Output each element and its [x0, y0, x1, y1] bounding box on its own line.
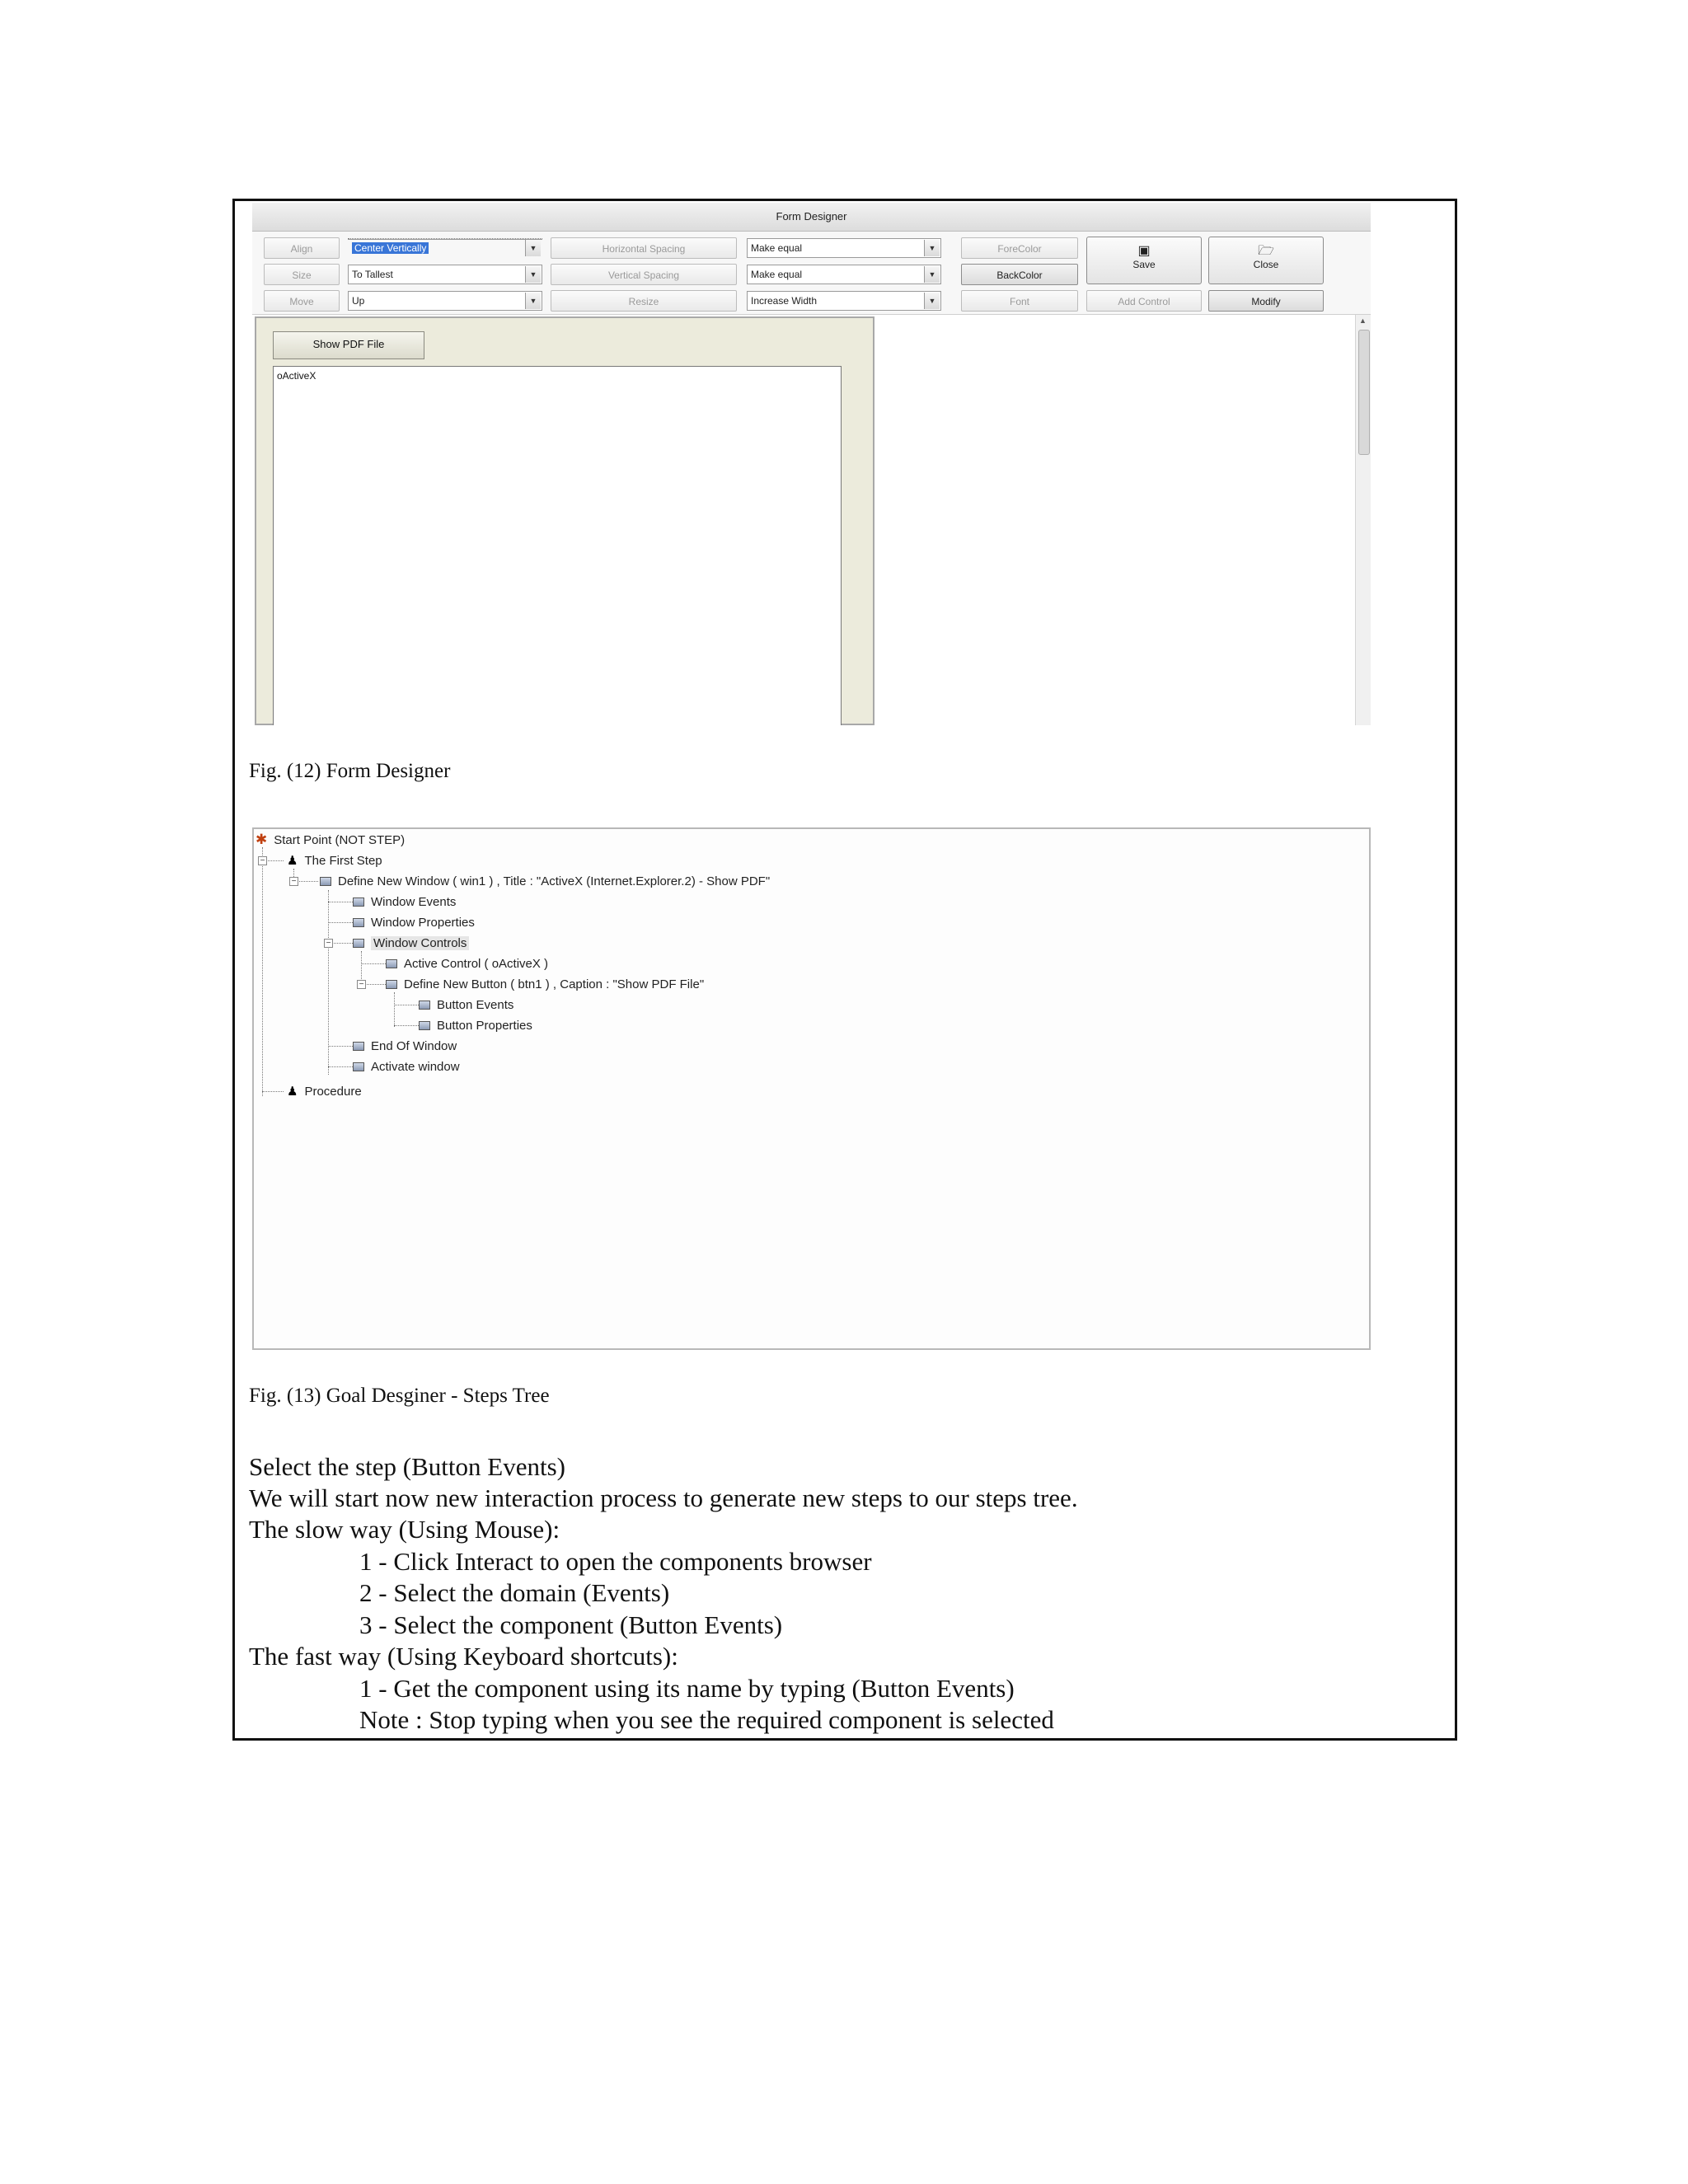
floppy-disk-icon: ▣: [1137, 244, 1151, 258]
collapse-toggle[interactable]: −: [289, 877, 298, 886]
move-select-value: Up: [352, 295, 365, 307]
start-point-icon: ✱: [256, 832, 268, 847]
tree-node-procedure[interactable]: [287, 1082, 362, 1100]
scroll-up-icon[interactable]: ▲: [1359, 316, 1367, 325]
tree-node-label: Active Control ( oActiveX ): [404, 956, 549, 971]
tree-node-label: Window Events: [371, 894, 457, 909]
window-node-icon: [353, 1062, 364, 1071]
close-button-label: Close: [1253, 259, 1279, 270]
body-line: 3 - Select the component (Button Events): [359, 1610, 783, 1639]
tree-connector: [262, 1091, 284, 1092]
body-line: 1 - Get the component using its name by typing (Button Events): [359, 1674, 1015, 1703]
horizontal-spacing-button[interactable]: Horizontal Spacing: [551, 237, 737, 259]
form-preview-panel: [255, 316, 874, 725]
size-select[interactable]: [348, 265, 542, 284]
collapse-toggle[interactable]: −: [357, 980, 366, 989]
tree-node-activate-window[interactable]: [353, 1057, 460, 1076]
window-node-icon: [353, 939, 364, 948]
figure-12-caption: Fig. (12) Form Designer: [249, 760, 451, 782]
tree-node-label: End Of Window: [371, 1038, 457, 1053]
tree-node-window-events[interactable]: [353, 893, 456, 911]
save-button-label: Save: [1132, 259, 1156, 270]
body-line: The slow way (Using Mouse):: [249, 1515, 560, 1544]
hspacing-select-value: Make equal: [751, 242, 803, 254]
close-button[interactable]: [1208, 237, 1324, 284]
tree-connector: [262, 847, 263, 1096]
form-designer-canvas: [252, 315, 1371, 725]
figure-13-caption: Fig. (13) Goal Desginer - Steps Tree: [249, 1385, 550, 1407]
chevron-down-icon[interactable]: ▼: [924, 293, 940, 309]
tree-node-button-events[interactable]: [419, 996, 513, 1014]
window-node-icon: [353, 898, 364, 907]
align-button[interactable]: Align: [264, 237, 340, 259]
tree-node-define-window[interactable]: [320, 872, 770, 890]
collapse-toggle[interactable]: −: [324, 939, 333, 948]
tree-node-active-control[interactable]: [386, 954, 548, 972]
size-button[interactable]: Size: [264, 264, 340, 285]
body-line: We will start now new interaction process to generate new steps to our steps tree.: [249, 1483, 1078, 1512]
body-line: Note : Stop typing when you see the required component is selected: [359, 1705, 1054, 1734]
forecolor-button[interactable]: ForeColor: [961, 237, 1078, 259]
tree-node-label: Window Controls: [371, 936, 469, 950]
vertical-scrollbar[interactable]: [1355, 315, 1371, 725]
font-button[interactable]: Font: [961, 290, 1078, 312]
tree-connector: [361, 963, 386, 964]
activex-label: oActiveX: [277, 370, 316, 382]
move-button[interactable]: Move: [264, 290, 340, 312]
modify-button[interactable]: Modify: [1208, 290, 1324, 312]
show-pdf-file-button[interactable]: Show PDF File: [273, 331, 424, 359]
body-line: The fast way (Using Keyboard shortcuts):: [249, 1642, 678, 1671]
form-designer-title: Form Designer: [252, 203, 1371, 232]
tree-connector: [328, 1066, 353, 1067]
chevron-down-icon[interactable]: ▼: [525, 266, 541, 283]
tree-node-button-properties[interactable]: [419, 1016, 532, 1034]
align-select[interactable]: [348, 238, 542, 254]
window-node-icon: [386, 959, 397, 968]
tree-node-label: Window Properties: [371, 915, 475, 930]
body-line: 2 - Select the domain (Events): [359, 1578, 670, 1607]
tree-node-start-point[interactable]: [256, 831, 405, 849]
vertical-spacing-button[interactable]: Vertical Spacing: [551, 264, 737, 285]
tree-node-end-of-window[interactable]: [353, 1037, 457, 1055]
tree-connector: [394, 1025, 419, 1026]
tree-node-label: Define New Window ( win1 ) , Title : "ActiveX (Internet.Explorer.2) - Show PDF": [338, 874, 771, 888]
horizontal-spacing-select[interactable]: [747, 238, 941, 258]
body-line: 1 - Click Interact to open the components browser: [359, 1547, 872, 1576]
chevron-down-icon[interactable]: ▼: [924, 240, 940, 256]
chevron-down-icon[interactable]: ▼: [525, 240, 541, 256]
size-select-value: To Tallest: [352, 269, 393, 280]
tree-node-label: Activate window: [371, 1059, 460, 1074]
tree-node-label: Button Events: [437, 997, 514, 1012]
vspacing-select-value: Make equal: [751, 269, 803, 280]
window-node-icon: [320, 877, 331, 886]
add-control-button[interactable]: Add Control: [1086, 290, 1202, 312]
tree-node-window-controls[interactable]: [353, 934, 469, 952]
step-person-icon: ♟: [287, 854, 298, 868]
collapse-toggle[interactable]: −: [258, 856, 267, 865]
tree-connector: [328, 922, 353, 923]
tree-connector: [328, 1046, 353, 1047]
scrollbar-thumb[interactable]: [1358, 330, 1370, 455]
steps-tree-screenshot: [252, 827, 1371, 1350]
tree-node-first-step[interactable]: [287, 851, 382, 869]
tree-node-define-button[interactable]: [386, 975, 704, 993]
window-node-icon: [353, 918, 364, 927]
window-node-icon: [386, 980, 397, 989]
tree-connector: [328, 890, 329, 1075]
window-node-icon: [419, 1021, 430, 1030]
chevron-down-icon[interactable]: ▼: [924, 266, 940, 283]
form-designer-toolbar: [252, 232, 1371, 315]
activex-control[interactable]: [273, 366, 842, 725]
tree-node-window-properties[interactable]: [353, 913, 475, 931]
tree-node-label: Button Properties: [437, 1018, 532, 1033]
tree-node-label: Procedure: [304, 1084, 362, 1099]
tree-connector: [394, 992, 395, 1027]
resize-button[interactable]: Resize: [551, 290, 737, 312]
folder-icon: 🗁: [1258, 244, 1274, 258]
tree-node-label: The First Step: [304, 853, 382, 868]
save-button[interactable]: [1086, 237, 1202, 284]
align-select-value: Center Vertically: [352, 242, 429, 254]
backcolor-button[interactable]: BackColor: [961, 264, 1078, 285]
window-node-icon: [353, 1042, 364, 1051]
chevron-down-icon[interactable]: ▼: [525, 293, 541, 309]
tree-node-label: Define New Button ( btn1 ) , Caption : "Show PDF File": [404, 977, 705, 991]
resize-select[interactable]: [747, 291, 941, 311]
tree-node-label: Start Point (NOT STEP): [274, 832, 406, 847]
move-select[interactable]: [348, 291, 542, 311]
resize-select-value: Increase Width: [751, 295, 818, 307]
body-line: Select the step (Button Events): [249, 1452, 565, 1481]
form-designer-screenshot: [252, 203, 1371, 725]
step-person-icon: ♟: [287, 1085, 298, 1099]
vertical-spacing-select[interactable]: [747, 265, 941, 284]
window-node-icon: [419, 1001, 430, 1010]
